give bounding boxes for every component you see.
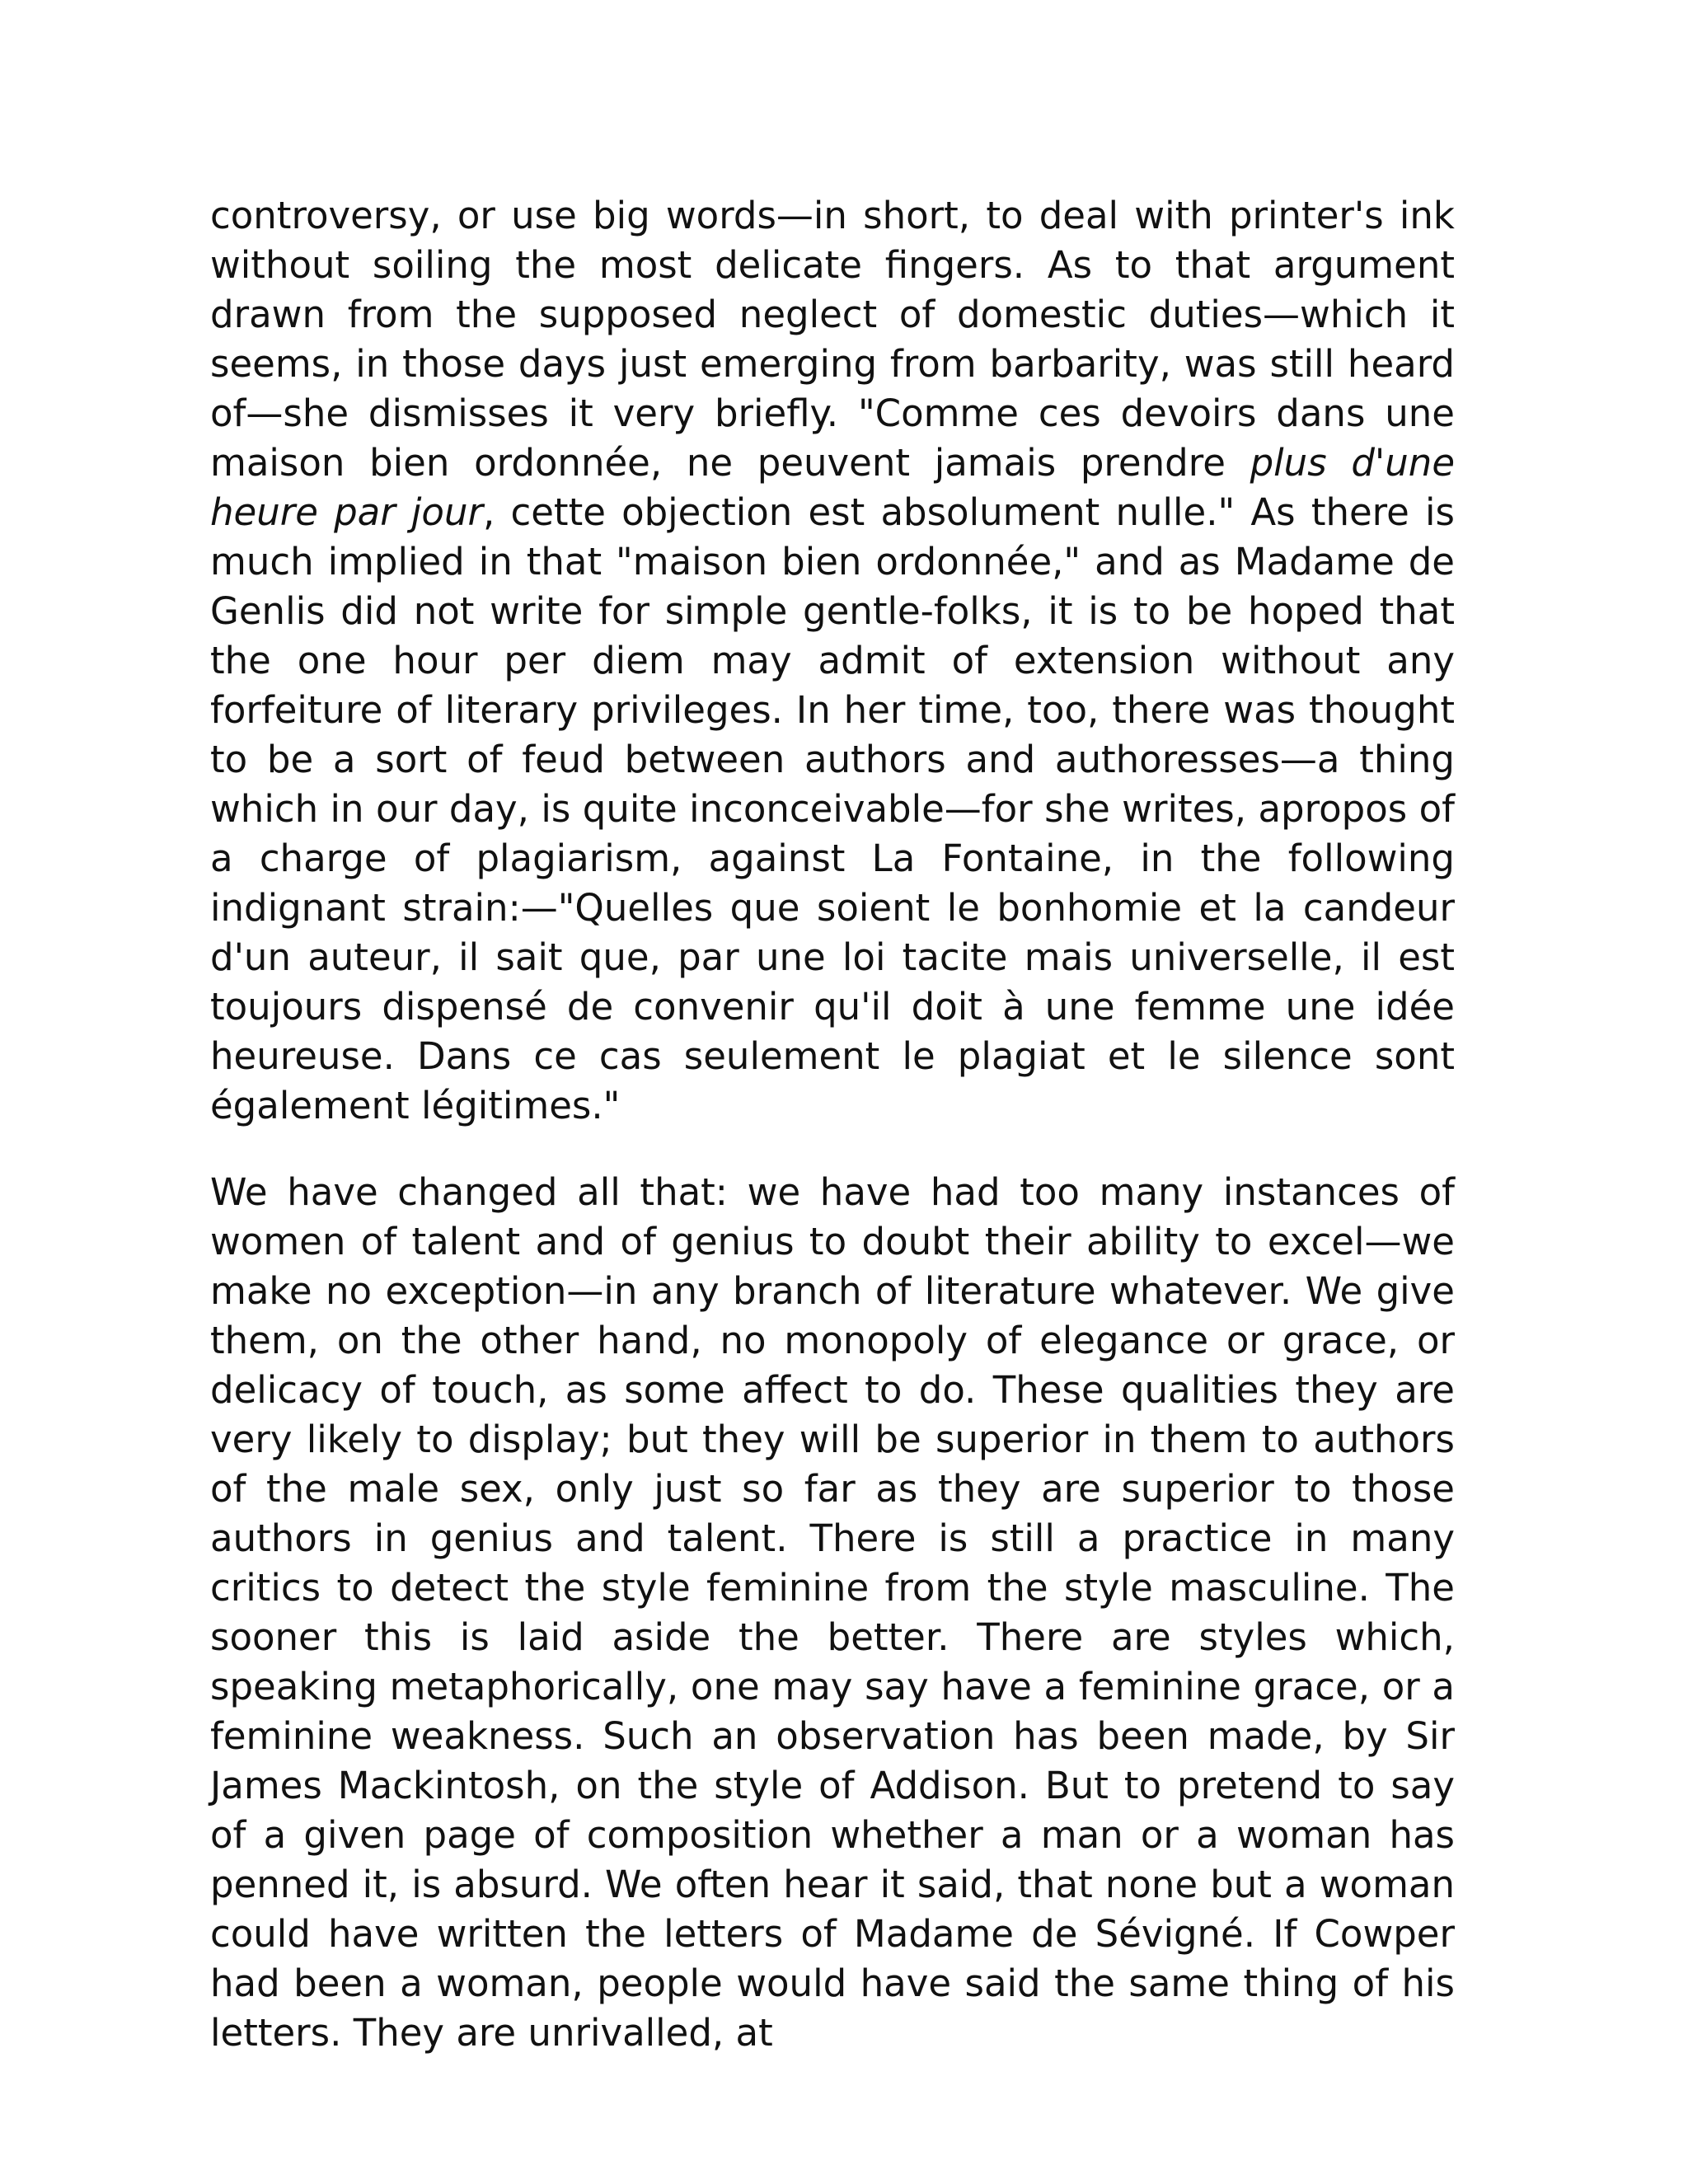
paragraph-2-text: We have changed all that: we have had too many instances of women of talent and of genius to doubt their ability to excel—we make no exception—in any branch of literature whatever. We give them, on the other hand, no monopoly of elegance or grace, or delicacy of touch, as some affect to do. These qualities they are very likely to display; but they will be superior in them to authors of the male sex, only just so far as they are superior to those authors in genius and talent. There is still a practice in many critics to detect the style feminine from the style masculine. The sooner this is laid aside the better. There are styles which, speaking metaphorically, one may say have a feminine grace, or a feminine weakness. Such an observation has been made, by Sir James Mackintosh, on the style of Addison. But to pretend to say of a given page of composition whether a man or a woman has penned it, is absurd. We often hear it said, that none but a woman could have written the letters of Madame de Sévigné. If Cowper had been a woman, people would have said the same thing of his letters. They are unrivalled, at: [210, 1170, 1455, 2055]
paragraph-1-text-start: controversy, or use big words—in short, to deal with printer's ink without soiling the most delicate fingers. As to that argument drawn from the supposed neglect of domestic duties—which it seems, in those days just emerging from barbarity, was still heard of—she dismisses it very briefly. "Comme ces devoirs dans une maison bien ordonnée, ne peuvent jamais prendre: [210, 194, 1455, 485]
paragraph-1-italic-phrase: plus d'une heure par jour: [210, 441, 1456, 534]
paragraph-2: [210, 1168, 1455, 2058]
paragraph-1-text-end: , cette objection est absolument nulle." As there is much implied in that "maison bien ordonnée," and as Madame de Genlis did not write for simple gentle-folks, it is to be hoped that the one hour per diem may admit of extension without any forfeiture of literary privileges. In her time, too, there was thought to be a sort of feud between authors and authoresses—a thing which in our day, is quite inconceivable—for she writes, apropos of a charge of plagiarism, against La Fontaine, in the following indignant strain:—"Quelles que soient le bonhomie et la candeur d'un auteur, il sait que, par une loi tacite mais universelle, il est toujours dispensé de convenir qu'il doit à une femme une idée heureuse. Dans ce cas seulement le plagiat et le silence sont également légitimes.": [210, 490, 1456, 1127]
document-page: [210, 191, 1455, 2058]
paragraph-1: [210, 191, 1455, 1131]
